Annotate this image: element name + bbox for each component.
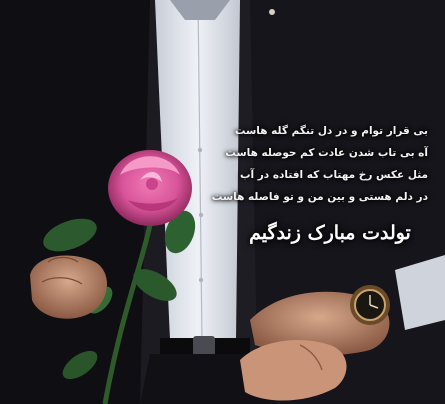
shirt-button [198,148,202,152]
lapel-pin [269,9,275,15]
left-hand [30,256,107,319]
wristwatch [350,285,390,325]
rose-flower [108,150,192,226]
poem-line: مثل عکس رخ مهتاب که افتاده در آب [239,169,428,181]
poem-line: آه بی تاب شدن عادت کم حوصله هاست [225,147,428,159]
birthday-greeting: تولدت مبارک زندگیم [249,222,411,244]
poem-line: در دلم هستی و بین من و تو فاصله هاست [211,191,428,203]
poem-line: بی قرار توام و در دل تنگم گله هاست [234,125,428,137]
poem-text [211,120,428,208]
